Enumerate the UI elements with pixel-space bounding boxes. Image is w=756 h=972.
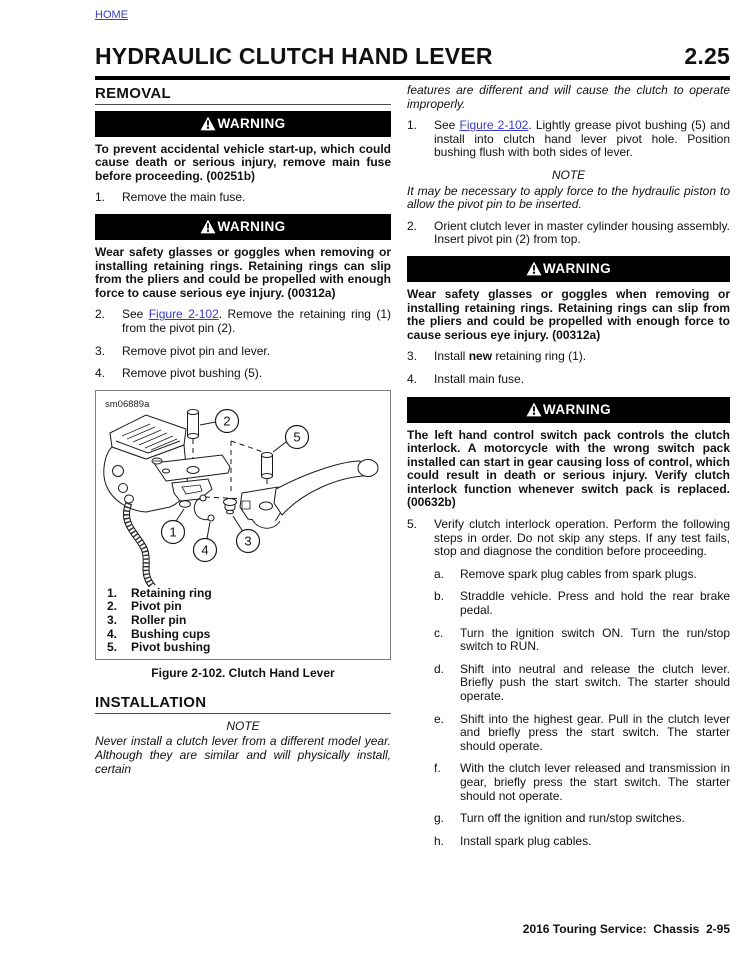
left-column xyxy=(95,87,391,784)
warning-text: Wear safety glasses or goggles when removing or installing retaining rings. Retaining rings can slip from the pliers and could be propelled with enough force to cause serious eye injury. (00312a) xyxy=(95,244,391,300)
step-text xyxy=(434,350,730,364)
substep-letter: d. xyxy=(434,661,445,676)
callout-4: 4 xyxy=(201,542,209,558)
step-number: 2. xyxy=(407,218,418,233)
substep-text: Shift into the highest gear. Pull in the clutch lever and briefly press the start switch. The starter should operate. xyxy=(460,711,730,753)
substep-text: Turn the ignition switch ON. Turn the run/stop switch to RUN. xyxy=(460,625,730,654)
step-remove-fuse xyxy=(95,191,391,205)
figure-2-102-link[interactable]: Figure 2-102 xyxy=(459,118,529,133)
figure-legend xyxy=(96,587,390,655)
substep-a xyxy=(434,568,730,582)
figure-2-102-link[interactable]: Figure 2-102 xyxy=(148,307,219,322)
legend-number: 2. xyxy=(107,599,118,614)
note-label: NOTE xyxy=(226,718,260,733)
step-number: 1. xyxy=(95,190,106,205)
warning-banner xyxy=(407,397,730,423)
note-continuation: features are different and will cause the clutch to operate improperly. xyxy=(407,83,730,111)
substep-text: Shift into neutral and release the clutch lever. Briefly push the start switch. The starter should operate. xyxy=(460,661,730,703)
title-rule xyxy=(95,76,730,80)
step-text: Remove pivot pin and lever. xyxy=(122,343,271,358)
figure-image-id: sm06889a xyxy=(105,398,150,410)
legend-item xyxy=(107,641,390,655)
callout-5: 5 xyxy=(293,429,301,445)
warning-triangle-icon xyxy=(200,116,216,131)
substep-text: Install spark plug cables. xyxy=(460,833,592,848)
substep-e xyxy=(434,713,730,754)
substep-g xyxy=(434,812,730,826)
step-text-pre: See xyxy=(122,307,149,322)
installation-heading: INSTALLATION xyxy=(95,696,391,714)
step-text: Orient clutch lever in master cylinder housing assembly. Insert pivot pin (2) from top. xyxy=(434,218,730,247)
warning-banner xyxy=(95,111,391,137)
page-title: HYDRAULIC CLUTCH HAND LEVER xyxy=(95,43,493,69)
clutch-lever-diagram xyxy=(96,391,390,587)
substep-letter: c. xyxy=(434,625,444,640)
step-text-post: . Remove the retaining ring (1) from the pivot pin (2). xyxy=(122,307,392,335)
right-column xyxy=(407,84,730,848)
step-number: 4. xyxy=(95,366,106,381)
note-text: It may be necessary to apply force to the hydraulic piston to allow the pivot pin to be inserted. xyxy=(407,183,730,212)
note-text: Never install a clutch lever from a different model year. Although they are similar and will physically install, certain xyxy=(95,734,391,776)
substep-text: Straddle vehicle. Press and hold the rear brake pedal. xyxy=(460,589,730,618)
warning-text: Wear safety glasses or goggles when removing or installing retaining rings. Retaining rings can slip from the pliers and could be propelled with enough force to cause serious eye injury. (00312a) xyxy=(407,286,730,342)
step-number: 1. xyxy=(407,118,418,133)
substep-f xyxy=(434,762,730,803)
step-install-retaining-ring xyxy=(407,350,730,364)
legend-label: Roller pin xyxy=(131,612,187,627)
step-install-main-fuse xyxy=(407,373,730,387)
step-text-post: . Lightly grease pivot bushing (5) and install into clutch hand lever pivot hole. Position bushing flush with both sides of lever. xyxy=(434,118,730,160)
legend-label: Pivot bushing xyxy=(131,640,211,655)
warning-text: The left hand control switch pack controls the clutch interlock. A motorcycle with the wrong switch pack installed can start in gear causing loss of control, which could result in death or serious injury. Verify clutch interlock function whenever switch pack is replaced. (00632b) xyxy=(407,427,730,510)
step-number: 5. xyxy=(407,517,418,532)
substep-c xyxy=(434,627,730,654)
warning-label: WARNING xyxy=(217,115,286,131)
substep-h xyxy=(434,835,730,849)
section-number: 2.25 xyxy=(684,43,730,69)
substep-letter: b. xyxy=(434,589,445,604)
substep-text: With the clutch lever released and transmission in gear, briefly press the start switch. The starter should not operate. xyxy=(460,761,730,803)
legend-item xyxy=(107,587,390,601)
step-text-emphasis: new xyxy=(468,349,493,364)
step-text: Remove the main fuse. xyxy=(122,190,246,205)
warning-text: To prevent accidental vehicle start-up, which could cause death or serious injury, remove main fuse before proceeding. (00251b) xyxy=(95,141,391,183)
page-header xyxy=(95,43,730,70)
note-label: NOTE xyxy=(551,167,586,182)
legend-label: Retaining ring xyxy=(131,585,212,600)
figure-caption: Figure 2-102. Clutch Hand Lever xyxy=(151,665,335,680)
callout-1: 1 xyxy=(169,524,177,540)
home-link[interactable]: HOME xyxy=(95,9,128,21)
legend-number: 1. xyxy=(107,585,118,600)
warning-triangle-icon xyxy=(526,261,542,276)
step-text xyxy=(434,119,730,160)
step-number: 3. xyxy=(407,349,418,364)
legend-number: 3. xyxy=(107,612,118,627)
step-text-pre: See xyxy=(434,118,460,133)
step-remove-pivot-bushing xyxy=(95,367,391,381)
callout-3: 3 xyxy=(244,533,252,549)
step-text xyxy=(122,308,391,335)
step-number: 2. xyxy=(95,307,106,322)
page-footer: 2016 Touring Service: Chassis 2-95 xyxy=(522,922,730,936)
step-number: 3. xyxy=(95,343,106,358)
step-grease-bushing xyxy=(407,119,730,160)
legend-item xyxy=(107,628,390,642)
warning-label: WARNING xyxy=(542,261,612,277)
legend-number: 4. xyxy=(107,626,118,641)
step-orient-lever xyxy=(407,220,730,247)
step-remove-retaining-ring xyxy=(95,308,391,335)
step-text: Install main fuse. xyxy=(434,371,525,386)
step-number: 4. xyxy=(407,371,418,386)
substep-letter: h. xyxy=(434,833,445,848)
warning-label: WARNING xyxy=(542,401,612,417)
substep-d xyxy=(434,663,730,704)
substep-b xyxy=(434,590,730,617)
warning-banner xyxy=(407,256,730,282)
substep-letter: g. xyxy=(434,811,445,826)
legend-item xyxy=(107,600,390,614)
warning-triangle-icon xyxy=(200,219,216,234)
step-verify-interlock xyxy=(407,518,730,559)
substep-text: Turn off the ignition and run/stop switches. xyxy=(460,811,685,826)
warning-label: WARNING xyxy=(217,219,286,235)
legend-label: Pivot pin xyxy=(131,599,182,614)
substep-letter: e. xyxy=(434,711,445,726)
substep-text: Remove spark plug cables from spark plugs. xyxy=(460,566,697,581)
legend-number: 5. xyxy=(107,640,118,655)
substep-letter: f. xyxy=(434,761,441,776)
legend-label: Bushing cups xyxy=(131,626,211,641)
step-remove-pivot-pin xyxy=(95,345,391,359)
step-text: Remove pivot bushing (5). xyxy=(122,366,263,381)
warning-triangle-icon xyxy=(526,402,542,417)
warning-banner xyxy=(95,214,391,240)
removal-heading: REMOVAL xyxy=(95,87,391,105)
figure-2-102 xyxy=(95,390,391,660)
step-text-pre: Install xyxy=(434,349,469,364)
callout-2: 2 xyxy=(223,413,231,429)
substep-letter: a. xyxy=(434,566,445,581)
step-text: Verify clutch interlock operation. Perform the following steps in order. Do not skip any steps. If any test fails, stop and diagnose the condition before proceeding. xyxy=(434,517,730,559)
legend-item xyxy=(107,614,390,628)
step-text-post: retaining ring (1). xyxy=(492,349,587,364)
